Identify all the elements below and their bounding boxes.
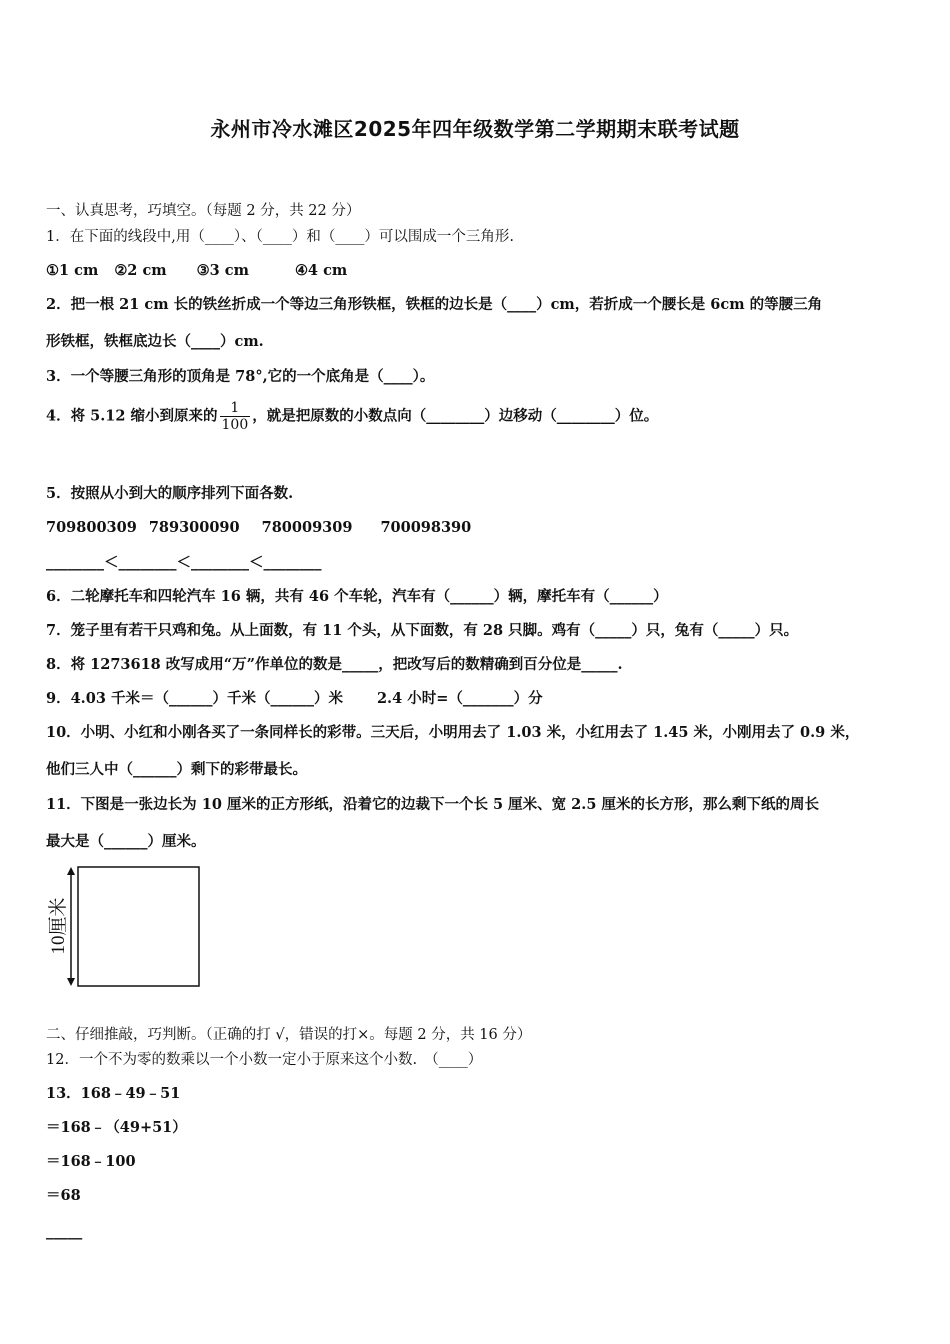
question-13-answer-blank: _____: [46, 1223, 83, 1240]
page-title: 永州市冷水滩区2025年四年级数学第二学期期末联考试题: [210, 117, 740, 141]
question-13-line-1: 13．168﹣49﹣51: [46, 1085, 181, 1102]
question-4-text-after: ，就是把原数的小数点向（________）边移动（________）位。: [252, 407, 659, 425]
question-13-line-4: ＝68: [46, 1187, 81, 1204]
question-5-numbers: [46, 518, 471, 538]
question-13-line-3: ＝168﹣100: [46, 1153, 136, 1170]
question-3: 3．一个等腰三角形的顶角是 78°,它的一个底角是（____）。: [46, 368, 435, 385]
option-4: ④4 cm: [294, 262, 348, 279]
option-3: ③3 cm: [196, 262, 249, 279]
question-1-options: [46, 261, 347, 281]
question-5-order-blanks: ________＜________＜________＜________: [46, 554, 322, 571]
question-1: 1．在下面的线段中,用（____）、（____）和（____）可以围成一个三角形.: [46, 229, 514, 245]
question-7: 7．笼子里有若干只鸡和兔。从上面数，有 11 个头，从下面数，有 28 只脚。鸡有（_____）只，兔有（_____）只。: [46, 622, 799, 639]
question-12: 12．一个不为零的数乘以一个小数一定小于原来这个小数. （____）: [46, 1052, 483, 1068]
square-paper-figure: [44, 860, 214, 999]
section-2-heading: 二、仔细推敲，巧判断。（正确的打 √，错误的打×。每题 2 分，共 16 分）: [46, 1027, 532, 1043]
question-2-line-2: 形铁框，铁框底边长（____）cm.: [46, 333, 264, 350]
number-2: 789300090: [148, 519, 240, 536]
question-9: [46, 689, 543, 709]
square-outline: [78, 867, 199, 986]
question-11-line-1: 11．下图是一张边长为 10 厘米的正方形纸，沿着它的边裁下一个长 5 厘米、宽 2.5 厘米的长方形，那么剩下纸的周长: [46, 796, 819, 813]
question-5: 5．按照从小到大的顺序排列下面各数.: [46, 485, 294, 502]
question-10-line-2: 他们三人中（______）剩下的彩带最长。: [46, 761, 307, 778]
question-9-part-2: 2.4 小时=（_______）分: [376, 690, 543, 707]
question-4-text-before: 4．将 5.12 缩小到原来的: [46, 407, 218, 425]
question-6: 6．二轮摩托车和四轮汽车 16 辆，共有 46 个车轮，汽车有（______）辆，摩托车有（______）: [46, 588, 668, 605]
question-2-line-1: 2．把一根 21 cm 长的铁丝折成一个等边三角形铁框，铁框的边长是（____）cm，若折成一个腰长是 6cm 的等腰三角: [46, 296, 823, 313]
square-diagram: [44, 860, 214, 995]
question-4: [46, 400, 658, 433]
section-1-heading: 一、认真思考，巧填空。（每题 2 分，共 22 分）: [46, 203, 361, 219]
fraction-numerator: 1: [230, 400, 240, 416]
question-10-line-1: 10．小明、小红和小刚各买了一条同样长的彩带。三天后，小明用去了 1.03 米，小红用去了 1.45 米，小刚用去了 0.9 米，: [46, 724, 860, 741]
arrow-down-icon: [67, 978, 75, 986]
fraction-denominator: 100: [221, 417, 249, 433]
question-11-line-2: 最大是（______）厘米。: [46, 833, 206, 850]
option-2: ②2 cm: [114, 262, 167, 279]
number-4: 700098390: [380, 519, 472, 536]
number-3: 780009309: [261, 519, 353, 536]
option-1: ①1 cm: [46, 262, 99, 279]
question-8: 8．将 1273618 改写成用“万”作单位的数是_____，把改写后的数精确到百分位是_____.: [46, 656, 623, 673]
number-1: 709800309: [46, 519, 137, 536]
arrow-up-icon: [67, 867, 75, 875]
fraction: [220, 400, 251, 433]
dimension-label: 10厘米: [48, 897, 69, 955]
question-9-part-1: 9．4.03 千米＝（______）千米（______）米: [46, 690, 343, 707]
question-13-line-2: ＝168﹣（49+51）: [46, 1119, 187, 1136]
